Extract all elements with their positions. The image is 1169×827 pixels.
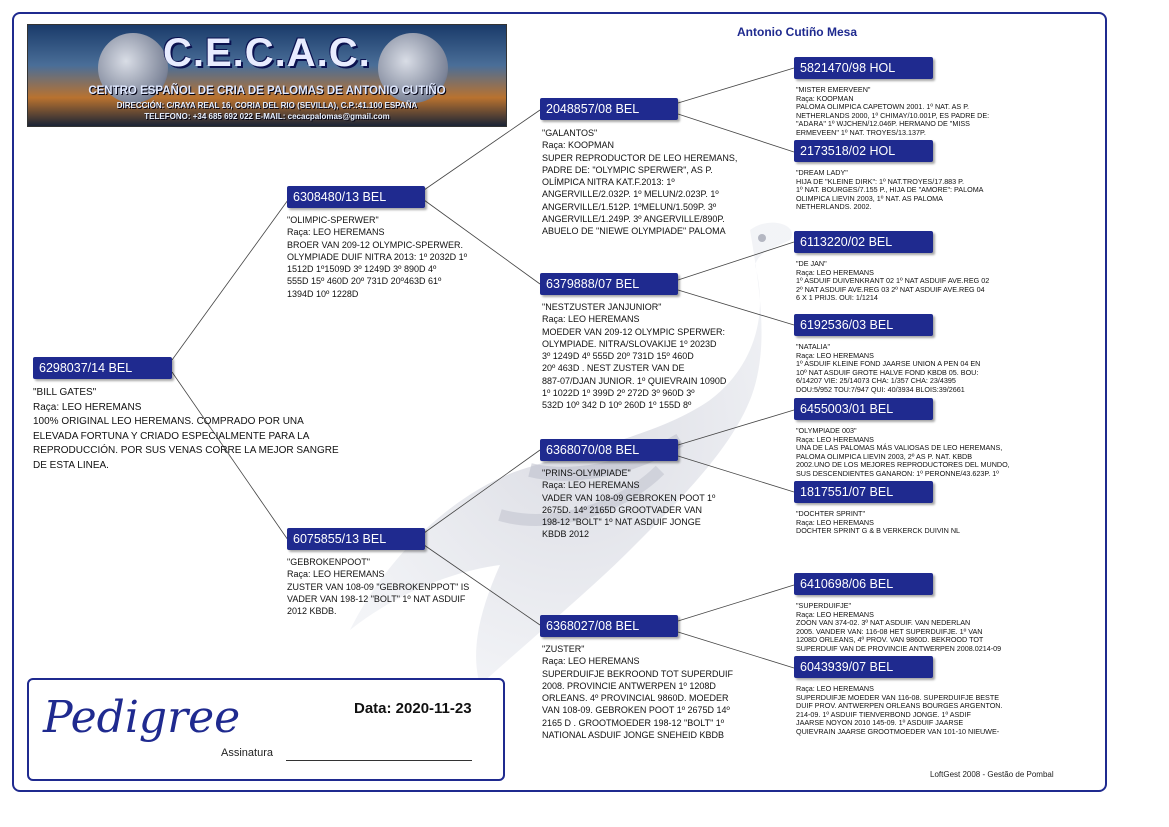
pedigree-logo: Pedigree [43,692,241,743]
subject-ring-box[interactable]: 6298037/14 BEL [33,357,172,379]
ggp-ring-box-2[interactable]: 2173518/02 HOL [794,140,933,162]
ggp-info-2: "DREAM LADY" HIJA DE "KLEINE DIRK": 1º NAT.TROYES/17.883 P. 1º NAT. BOURGES/7.155 P., HIJA DE "AMORE": PALOMA OLIMPICA LIEVIN 2003, 1º NAT. AS PALOMA NETHERLANDS. 2002. [796,168,984,212]
ggp-ring-box-6[interactable]: 1817551/07 BEL [794,481,933,503]
connector-subject-sire [172,200,288,360]
pedigree-footer-card [27,678,505,781]
connector-dam-gp3 [424,450,540,533]
print-date: Data: 2020-11-23 [354,700,472,717]
gp-ring-box-1[interactable]: 2048857/08 BEL [540,98,678,120]
dam-ring-box[interactable]: 6075855/13 BEL [287,528,425,550]
sire-ring-box[interactable]: 6308480/13 BEL [287,186,425,208]
owner-name: Antonio Cutiño Mesa [737,25,857,39]
signature-label: Assinatura [221,747,273,759]
dam-info: "GEBROKENPOOT" Raça: LEO HEREMANS ZUSTER VAN 108-09 "GEBROKENPPOT" IS VADER VAN 198-12 "BOLT" 1º NAT ASDUIF 2012 KBDB. [287,557,470,617]
ggp-info-6: "DOCHTER SPRINT" Raça: LEO HEREMANS DOCHTER SPRINT G & B VERKERCK DUIVIN NL [796,509,961,536]
ggp-info-8: Raça: LEO HEREMANS SUPERDUIFJE MOEDER VAN 116-08. SUPERDUIFJE BESTE DUIF PROV. ANTWERPEN ORLEANS BOURGES ARGENTON. 214-09. 1º ASDUIF TIENVERBOND JONGE. 1º ASDIF JAARSE NOYON 2010 145-09. 1º ASDUIF JAARSE QUIEVRAIN JAARSE GROOTMOEDER VAN 101-10 NIEUWE- [796,684,1003,736]
ggp-info-5: "OLYMPIADE 003" Raça: LEO HEREMANS UNA DE LAS PALOMAS MÁS VALIOSAS DE LEO HEREMANS, PALOMA OLIMPICA LIEVIN 2003, 2º AS P. NAT. KBDB 2002.UNO DE LOS MEJORES REPRODUCTORES DEL MUNDO, SUS DESCENDIENTES GANARON: 1º PERONNE/43.623P. 1º [796,426,1010,478]
gp-info-4: "ZUSTER" Raça: LEO HEREMANS SUPERDUIFJE BEKROOND TOT SUPERDUIF 2008. PROVINCIE ANTWERPEN 1º 1208D ORLEANS. 4º PROVINCIAL 9860D. MOEDER VAN 108-09. GEBROKEN POOT 1º 2675D 14º 2165 D . GROOTMOEDER 198-12 "BOLT" 1º NATIONAL ASDUIF JONGE SNEHEID KBDB [542,644,734,741]
ggp-ring-box-4[interactable]: 6192536/03 BEL [794,314,933,336]
ggp-info-7: "SUPERDUIFJE" Raça: LEO HEREMANS ZOON VAN 374-02. 3º NAT ASDUIF. VAN NEDERLAN 2005. VANDER VAN: 116-08 HET SUPERDUIFJE. 1º VAN 1208D ORLEANS, 4º PROV. VAN 9860D. BEKROOD TOT SUPERDUIF VAN DE PROVINCIE ANTWERPEN 2008.0214-09 [796,601,1002,653]
connector-sire-gp1 [424,110,540,190]
banner-title: C.E.C.A.C. [163,31,371,75]
gp-ring-box-4[interactable]: 6368027/08 BEL [540,615,678,637]
banner-line-1: CENTRO ESPAÑOL DE CRIA DE PALOMAS DE ANTONIO CUTIÑO [88,85,446,97]
ggp-ring-box-8[interactable]: 6043939/07 BEL [794,656,933,678]
connector-gp4-ggp7 [678,585,794,621]
sire-info: "OLIMPIC-SPERWER" Raça: LEO HEREMANS BROER VAN 209-12 OLYMPIC-SPERWER. OLYMPIADE DUIF NITRA 2013: 1º 2032D 1º 1512D 1º1509D 3º 1249D 3º 890D 4º 555D 15º 460D 20º 731D 20º463D 61º 1394D 10º 1228D [287,215,467,299]
ggp-ring-box-5[interactable]: 6455003/01 BEL [794,398,933,420]
gp-ring-box-2[interactable]: 6379888/07 BEL [540,273,678,295]
ggp-ring-box-7[interactable]: 6410698/06 BEL [794,573,933,595]
gp-info-2: "NESTZUSTER JANJUNIOR" Raça: LEO HEREMANS MOEDER VAN 209-12 OLYMPIC SPERWER: OLYMPIADE. NITRA/SLOVAKIJE 1º 2023D 3º 1249D 4º 555D 20º 731D 15º 460D 20º 463D . NEST ZUSTER VAN DE 887-07/DJAN JUNIOR. 1º QUIEVRAIN 1090D 1º 1022D 1º 399D 2º 272D 3º 960D 3º 532D 10º 342 D 10º 260D 1º 155D 8º [542,302,727,411]
ggp-info-4: "NATALIA" Raça: LEO HEREMANS 1º ASDUIF KLEINE FOND JAARSE UNION A PEN 04 EN 10º NAT ASDUIF GROTE HALVE FOND KBDB 05. BOU: 6/14207 VIE: 25/14073 CHA: 1/357 CHA: 23/4395 DOU:5/952 TOU:7/947 QUI: 40/3934 BLOIS:39/2661 [796,342,981,394]
connector-gp2-ggp3 [678,242,794,280]
ggp-info-1: "MISTER EMERVEEN" Raça: KOOPMAN PALOMA OLIMPICA CAPETOWN 2001. 1º NAT. AS P. NETHERLANDS 2000, 1º CHIMAY/10.001P, ES PADRE DE: "ADARA" 1º WJCHEN/12.046P. HERMANO DE "MISS ERMEVEEN" 1º NAT. TROYES/13.137P. [796,85,990,137]
ggp-ring-box-1[interactable]: 5821470/98 HOL [794,57,933,79]
subject-info: "BILL GATES" Raça: LEO HEREMANS 100% ORIGINAL LEO HEREMANS. COMPRADO POR UNA ELEVADA FORTUNA Y CRIADO ESPECIALMENTE PARA LA REPRODUCCIÓN. POR SUS VENAS CORRE LA MEJOR SANGRE DE ESTA LINEA. [33,387,339,471]
banner-line-3: TELEFONO: +34 685 692 022 E-MAIL: cecacpalomas@gmail.com [144,112,390,121]
gp-info-1: "GALANTOS" Raça: KOOPMAN SUPER REPRODUCTOR DE LEO HEREMANS, PADRE DE: "OLYMPIC SPERWER", AS P. OLÍMPICA NITRA KAT.F.2013: 1º ANGERVILLE/2.032P. 1º MELUN/2.023P. 1º ANGERVILLE/1.512P. 1ºMELUN/1.509P. 3º ANGERVILLE/1.249P. 3º ANGERVILLE/890P. ABUELO DE "NIEWE OLYMPIADE" PALOMA [542,128,738,237]
software-credit: LoftGest 2008 - Gestão de Pombal [930,770,1054,779]
signature-line [286,760,472,761]
connector-gp3-ggp5 [678,410,794,445]
gp-ring-box-3[interactable]: 6368070/08 BEL [540,439,678,461]
ggp-ring-box-3[interactable]: 6113220/02 BEL [794,231,933,253]
banner-line-2: DIRECCIÓN: C/RAYA REAL 16, CORIA DEL RIO (SEVILLA), C.P.:41.100 ESPAÑA [116,101,418,110]
gp-info-3: "PRINS-OLYMPIADE" Raça: LEO HEREMANS VADER VAN 108-09 GEBROKEN POOT 1º 2675D. 14º 2165D GROOTVADER VAN 198-12 "BOLT" 1º NAT ASDUIF JONGE KBDB 2012 [542,468,716,540]
ggp-info-3: "DE JAN" Raça: LEO HEREMANS 1º ASDUIF DUIVENKRANT 02 1º NAT ASDUIF AVE.REG 02 2º NAT ASDUIF AVE.REG 03 2º NAT ASDUIF AVE.REG 04 6 X 1 PRIJS. OUI: 1/1214 [796,259,990,303]
connector-gp1-ggp1 [678,68,794,103]
